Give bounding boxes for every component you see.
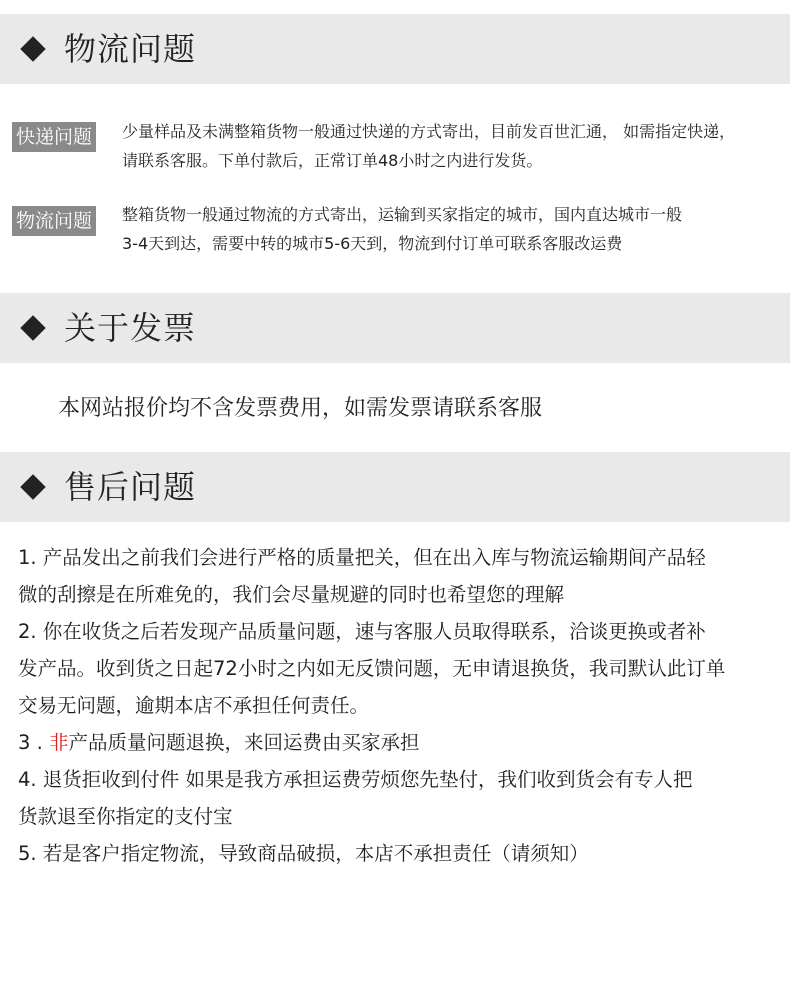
diamond-bullet-icon	[20, 315, 45, 340]
after-sales-line: 2. 你在收货之后若发现产品质量问题，速与客服人员取得联系，洽谈更换或者补	[18, 620, 706, 643]
express-line-2: 请联系客服。下单付款后，正常订单48小时之内进行发货。	[122, 151, 543, 170]
express-text	[122, 117, 782, 175]
freight-line-1: 整箱货物一般通过物流的方式寄出，运输到买家指定的城市，国内直达城市一般	[122, 205, 683, 224]
after-sales-item-3	[18, 724, 778, 761]
diamond-bullet-icon	[20, 36, 45, 61]
after-sales-list	[18, 539, 778, 872]
invoice-text: 本网站报价均不含发票费用，如需发票请联系客服	[58, 396, 543, 421]
after-sales-line: 微的刮擦是在所难免的，我们会尽量规避的同时也希望您的理解	[18, 583, 565, 606]
freight-line-2: 3-4天到达，需要中转的城市5-6天到，物流到付订单可联系客服改运费	[122, 234, 623, 253]
diamond-bullet-icon	[20, 474, 45, 499]
after-sales-line: 5. 若是客户指定物流，导致商品破损，本店不承担责任（请须知）	[18, 842, 589, 865]
item-3-highlight: 非	[49, 731, 69, 754]
item-3-prefix: 3 .	[18, 731, 50, 754]
after-sales-header	[0, 452, 790, 522]
invoice-header	[0, 293, 790, 363]
after-sales-line: 4. 退货拒收到付件 如果是我方承担运费劳烦您先垫付，我们收到货会有专人把	[18, 768, 693, 791]
logistics-header	[0, 14, 790, 84]
invoice-title: 关于发票	[64, 309, 197, 347]
freight-text	[122, 200, 782, 258]
after-sales-line: 1. 产品发出之前我们会进行严格的质量把关，但在出入库与物流运输期间产品轻	[18, 546, 706, 569]
logistics-title: 物流问题	[64, 30, 197, 68]
express-tag: 快递问题	[12, 122, 96, 152]
freight-tag: 物流问题	[12, 206, 96, 236]
after-sales-line: 发产品。收到货之日起72小时之内如无反馈问题，无申请退换货，我司默认此订单	[18, 657, 726, 680]
express-line-1: 少量样品及未满整箱货物一般通过快递的方式寄出，目前发百世汇通， 如需指定快递，	[122, 122, 736, 141]
item-3-text: 产品质量问题退换，来回运费由买家承担	[68, 731, 420, 754]
after-sales-line: 交易无问题，逾期本店不承担任何责任。	[18, 694, 370, 717]
after-sales-title: 售后问题	[64, 468, 197, 506]
after-sales-line: 货款退至你指定的支付宝	[18, 805, 233, 828]
